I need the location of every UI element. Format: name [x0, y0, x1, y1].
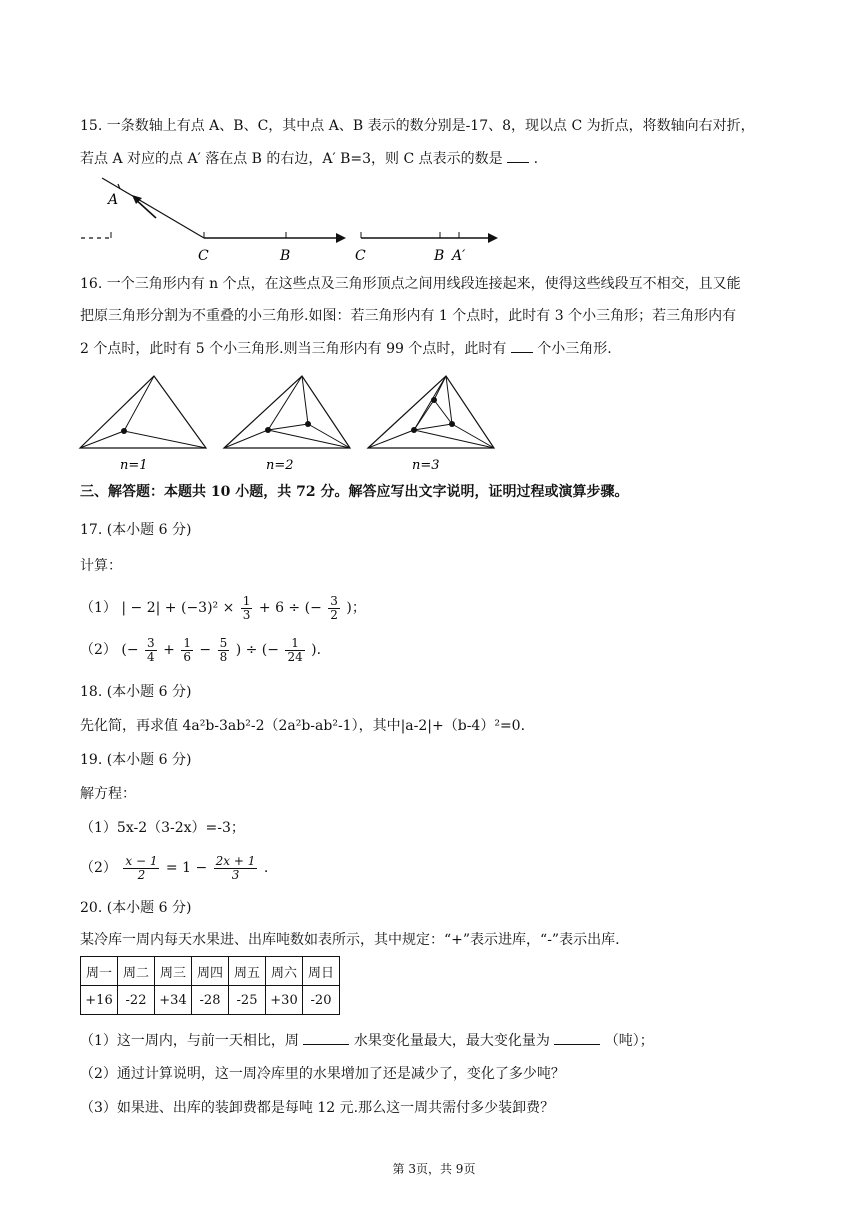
table-cell-day: 周三 [155, 957, 192, 986]
label-a: A [108, 192, 119, 208]
q17-p2-expr-b: + [163, 642, 175, 658]
table-cell-day: 周四 [192, 957, 229, 986]
q17-p2-fraction-1: $\frac{3}{4}$ [147, 635, 155, 664]
q17-p1-expr-a: | − 2| + (−3)² × [121, 600, 235, 616]
table-cell-day: 周日 [303, 957, 340, 986]
q20-p1-text-a: （1）这一周内，与前一天相比，周 [80, 1033, 299, 1049]
table-cell-day: 周二 [118, 957, 155, 986]
q18-header: 18. (本小题 6 分) [80, 684, 192, 700]
q17-p2-fraction-2: $\frac{1}{6}$ [183, 635, 191, 664]
q20-table [80, 956, 340, 1015]
page-footer: 第 3页，共 9页 [392, 1162, 476, 1176]
q20-header: 20. (本小题 6 分) [80, 900, 192, 916]
q19-intro: 解方程： [80, 786, 136, 802]
triangle-n2 [224, 376, 350, 448]
label-c1: C [198, 248, 209, 264]
interior-point [305, 421, 311, 427]
label-b2: B [434, 248, 445, 264]
caption-n3: n=3 [412, 458, 440, 472]
arrowhead-left-icon [336, 233, 346, 243]
q20-part-2: （2）通过计算说明，这一周冷库里的水果增加了还是减少了，变化了多少吨？ [80, 1066, 565, 1082]
folded-ray [102, 178, 204, 238]
interior-point [265, 427, 271, 433]
q16-line-1: 16. 一个三角形内有 n 个点，在这些点及三角形顶点之间用线段连接起来，使得这些线段互不相交，且又能 [80, 276, 741, 292]
q17-p1-fraction-2: $\frac{3}{2}$ [330, 593, 338, 622]
table-cell-value: -20 [303, 986, 340, 1015]
table-row [81, 957, 340, 986]
label-c2: C [355, 248, 366, 264]
q17-p2-expr-a: (− [121, 642, 139, 658]
q15-line-2-text: 若点 A 对应的点 A′ 落在点 B 的右边，A′ B=3，则 C 点表示的数是 [80, 151, 503, 167]
q17-p1-expr-c: )； [346, 600, 366, 616]
section-3-heading: 三、解答题：本题共 10 小题，共 72 分。解答应写出文字说明，证明过程或演算步骤。 [80, 484, 629, 500]
q17-p2-expr-e: ). [311, 642, 322, 658]
q17-p1-fraction-1: $\frac{1}{3}$ [242, 593, 251, 622]
q16-answer-blank [511, 338, 533, 353]
interior-point [411, 427, 417, 433]
q15-answer-blank [507, 148, 529, 163]
q20-part-1 [80, 1030, 654, 1051]
triangle-n1 [80, 376, 206, 448]
q17-p2-fraction-4: $\frac{1}{24}$ [287, 635, 303, 664]
q16-line-3-text: 2 个点时，此时有 5 个小三角形.则当三角形内有 99 个点时，此时有 [80, 341, 507, 357]
q19-p2-fraction-1: $\frac{x - 1}{2}$ [125, 853, 158, 882]
q20-p1-text-c: （吨）； [604, 1033, 654, 1049]
table-cell-value: -22 [118, 986, 155, 1015]
q17-part-1 [80, 590, 366, 626]
q15-line-2 [80, 148, 538, 169]
q17-p1-label: （1） [80, 600, 117, 616]
label-b1: B [280, 248, 291, 264]
table-cell-day: 周五 [229, 957, 266, 986]
q20-p1-text-b: 水果变化量最大，最大变化量为 [353, 1033, 550, 1049]
q19-p2-label: （2） [80, 860, 117, 876]
q17-p2-expr-c: − [199, 642, 212, 658]
arrowhead-right-icon [488, 233, 498, 243]
q15-number-line-figure [76, 170, 506, 270]
table-cell-day: 周一 [81, 957, 118, 986]
q20-p1-blank-day [303, 1030, 349, 1045]
q17-p2-fraction-3: $\frac{5}{8}$ [219, 635, 228, 664]
q16-triangles-figure [76, 372, 496, 472]
triangle-n3 [368, 376, 494, 448]
q19-header: 19. (本小题 6 分) [80, 752, 192, 768]
q18-text: 先化简，再求值 4a²b-3ab²-2（2a²b-ab²-1），其中|a-2|+（b-4）²=0. [80, 718, 526, 734]
q17-part-2 [80, 632, 321, 668]
caption-n1: n=1 [120, 458, 148, 472]
interior-point [431, 397, 437, 403]
table-cell-value: +30 [266, 986, 303, 1015]
q17-intro: 计算： [80, 558, 122, 574]
q15-line-1: 15. 一条数轴上有点 A、B、C，其中点 A、B 表示的数分别是-17、8，现以点 C 为折点，将数轴向右对折， [80, 118, 755, 134]
interior-point [121, 428, 127, 434]
table-row [81, 986, 340, 1015]
q16-line-3 [80, 338, 612, 359]
q19-p2-end: . [263, 860, 269, 876]
q17-p1-expr-b: + 6 ÷ (− [258, 600, 322, 616]
table-cell-value: -28 [192, 986, 229, 1015]
table-cell-value: +34 [155, 986, 192, 1015]
table-cell-value: -25 [229, 986, 266, 1015]
caption-n2: n=2 [266, 458, 294, 472]
q15-line-2-end: . [533, 151, 539, 167]
table-cell-day: 周六 [266, 957, 303, 986]
q17-p2-expr-d: ) ÷ (− [235, 642, 279, 658]
q16-line-3-end: 个小三角形. [537, 341, 612, 357]
q20-part-3: （3）如果进、出库的装卸费都是每吨 12 元.那么这一周共需付多少装卸费？ [80, 1100, 555, 1116]
q19-p2-fraction-2: $\frac{2x + 1}{3}$ [215, 853, 256, 882]
interior-point [449, 421, 455, 427]
q17-p2-label: （2） [80, 642, 117, 658]
q19-part-2 [80, 850, 268, 886]
q20-p1-blank-amount [554, 1030, 600, 1045]
q19-part-1: （1）5x-2（3-2x）=-3； [80, 820, 245, 836]
q19-p2-mid: = 1 − [165, 860, 208, 876]
label-a-prime: A′ [452, 248, 466, 264]
q20-intro: 某冷库一周内每天水果进、出库吨数如表所示，其中规定：“+”表示进库，“-”表示出库. [80, 932, 620, 948]
fold-arrow-icon [132, 195, 142, 204]
table-cell-value: +16 [81, 986, 118, 1015]
q16-line-2: 把原三角形分割为不重叠的小三角形.如图：若三角形内有 1 个点时，此时有 3 个小三角形；若三角形内有 [80, 308, 737, 324]
q17-header: 17. (本小题 6 分) [80, 522, 192, 538]
